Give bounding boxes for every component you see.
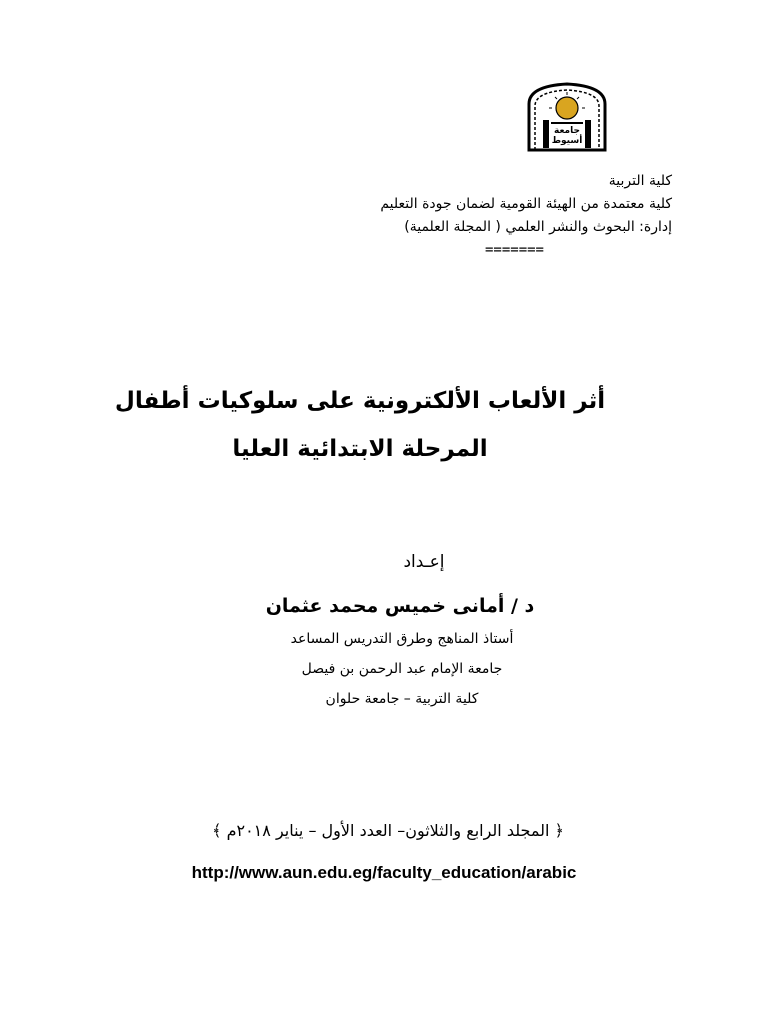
prepared-by-label: إعـداد — [403, 552, 445, 572]
accreditation-line: كلية معتمدة من الهيئة القومية لضمان جودة التعليم — [380, 196, 672, 212]
paper-title-line1: أثر الألعاب الألكترونية على سلوكيات أطفال — [114, 388, 606, 414]
logo-text: جامعة أسيوط — [551, 126, 583, 146]
author-position: أستاذ المناهج وطرق التدريس المساعد — [290, 631, 514, 647]
separator-line: ======= — [484, 242, 544, 258]
institution-header — [252, 170, 672, 262]
author-name: د / أمانى خميس محمد عثمان — [265, 595, 535, 617]
journal-url[interactable]: http://www.aun.edu.eg/faculty_education/arabic — [191, 863, 577, 882]
author-faculty: كلية التربية – جامعة حلوان — [325, 691, 479, 707]
university-logo — [527, 82, 607, 152]
faculty-name: كلية التربية — [608, 173, 672, 189]
paper-title-line2: المرحلة الابتدائية العليا — [232, 436, 488, 462]
author-university: جامعة الإمام عبد الرحمن بن فيصل — [301, 661, 503, 677]
volume-info: ﴿ المجلد الرابع والثلاثون– العدد الأول – يناير ٢٠١٨م ﴾ — [212, 821, 564, 840]
department-line: إدارة: البحوث والنشر العلمي ( المجلة العلمية) — [404, 219, 672, 235]
